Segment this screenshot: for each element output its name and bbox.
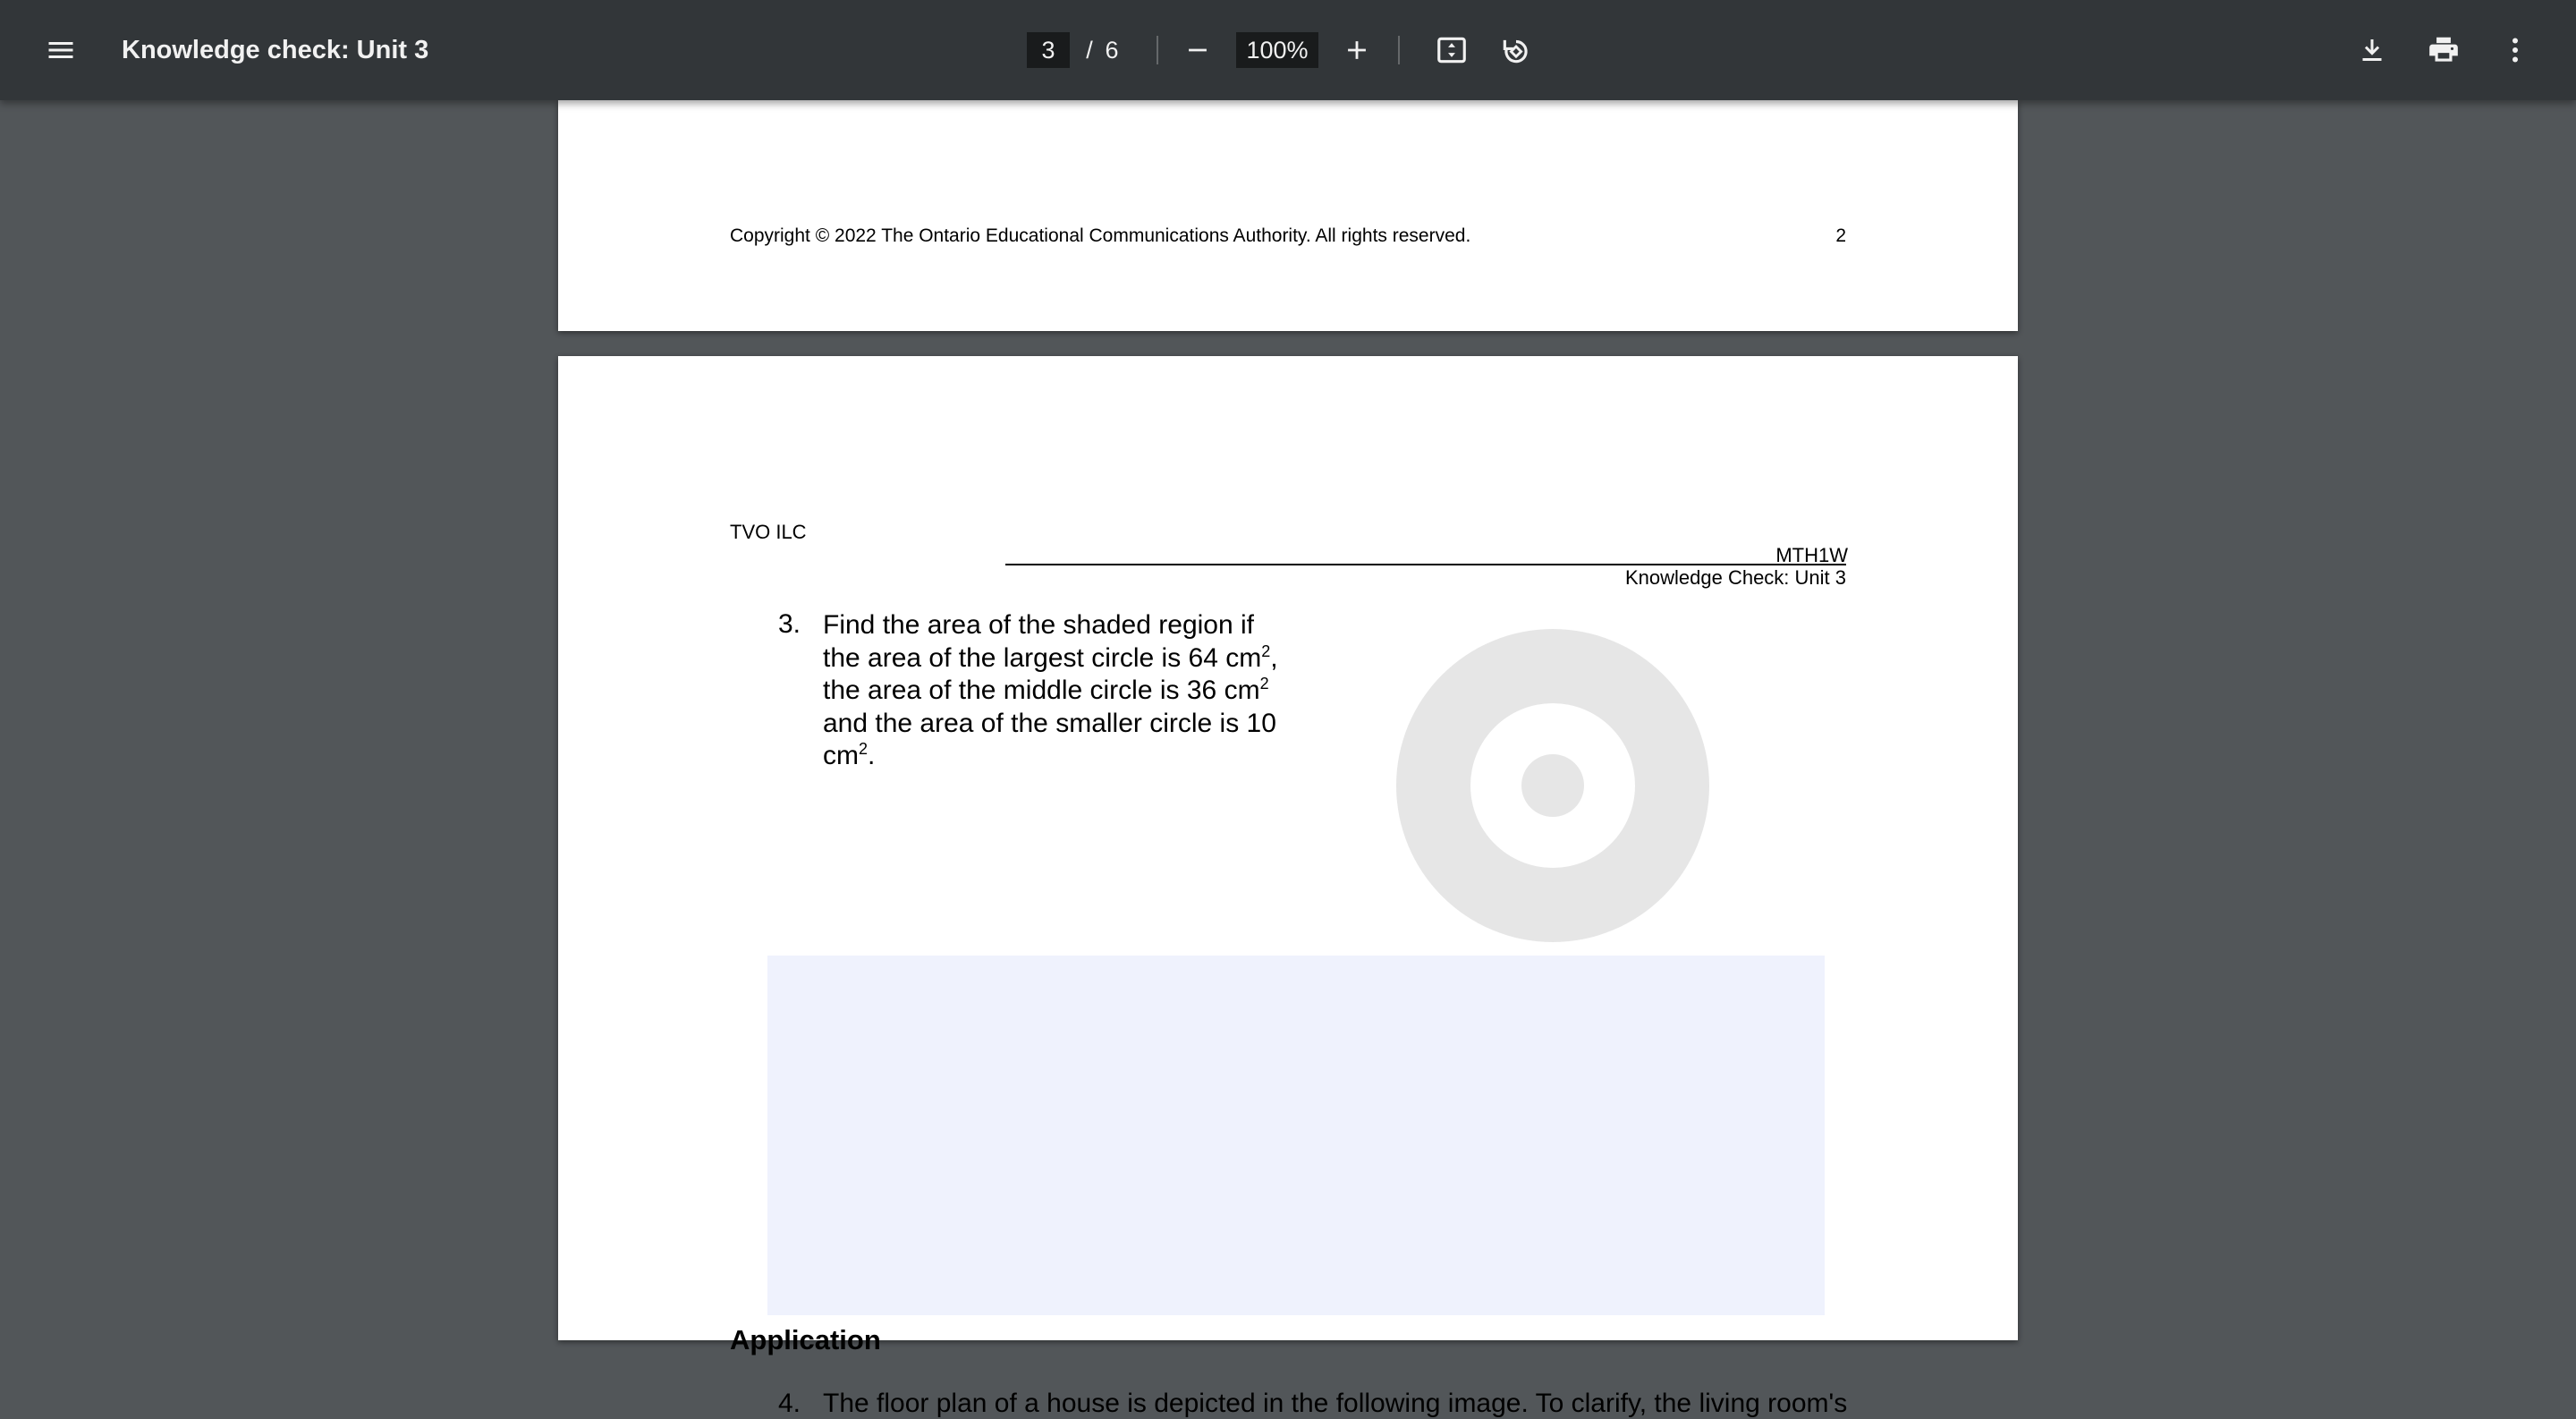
section-heading-application: Application — [730, 1324, 881, 1355]
print-button[interactable] — [2411, 18, 2476, 82]
rotate-button[interactable] — [1484, 18, 1548, 82]
rotate-icon — [1499, 33, 1533, 67]
question-4-text: The floor plan of a house is depicted in the following image. To clarify, the living room's — [823, 1389, 1848, 1418]
zoom-input[interactable] — [1236, 32, 1318, 68]
smallest-circle — [1521, 754, 1584, 817]
pdf-viewer[interactable] — [0, 100, 2576, 1418]
header-rule — [1005, 564, 1846, 565]
menu-icon — [45, 34, 77, 66]
fit-to-page-icon — [1435, 33, 1469, 67]
zoom-in-button[interactable] — [1325, 18, 1389, 82]
header-subtitle: Knowledge Check: Unit 3 — [1624, 566, 1846, 589]
toolbar-divider — [1398, 36, 1400, 64]
toolbar-divider — [1157, 36, 1158, 64]
fit-to-page-button[interactable] — [1419, 18, 1484, 82]
footer-page-number: 2 — [1835, 225, 1846, 246]
print-icon — [2427, 33, 2461, 67]
footer-copyright: Copyright © 2022 The Ontario Educational Communications Authority. All rights reserved. — [730, 225, 1471, 246]
header-course-code: MTH1W — [1775, 544, 1848, 566]
download-button[interactable] — [2340, 18, 2404, 82]
total-pages: 6 — [1105, 37, 1119, 64]
header-organization: TVO ILC — [730, 521, 807, 543]
more-options-button[interactable] — [2483, 18, 2547, 82]
plus-icon — [1342, 35, 1372, 65]
page-separator: / — [1086, 37, 1093, 64]
question-4-number: 4. — [778, 1389, 801, 1418]
download-icon — [2356, 34, 2388, 66]
minus-icon — [1182, 35, 1213, 65]
page-number-input[interactable] — [1027, 32, 1070, 68]
pdf-page-3 — [558, 356, 2018, 1418]
pdf-toolbar — [0, 0, 2576, 100]
answer-box[interactable] — [767, 956, 1825, 1315]
menu-button[interactable] — [29, 18, 93, 82]
question-3-number: 3. — [778, 609, 801, 639]
question-3-text: Find the area of the shaded region if the area of the largest circle is 64 $cm^2$, the area of the middle circle is 36 $cm^2$ and the area of the smaller circle is 10 $cm^2$. — [823, 610, 1278, 770]
pdf-page-2 — [558, 100, 2018, 331]
zoom-out-button[interactable] — [1165, 18, 1230, 82]
more-vert-icon — [2499, 34, 2531, 66]
document-title: Knowledge check: Unit 3 — [122, 36, 429, 64]
concentric-circles-diagram — [1395, 628, 1710, 943]
